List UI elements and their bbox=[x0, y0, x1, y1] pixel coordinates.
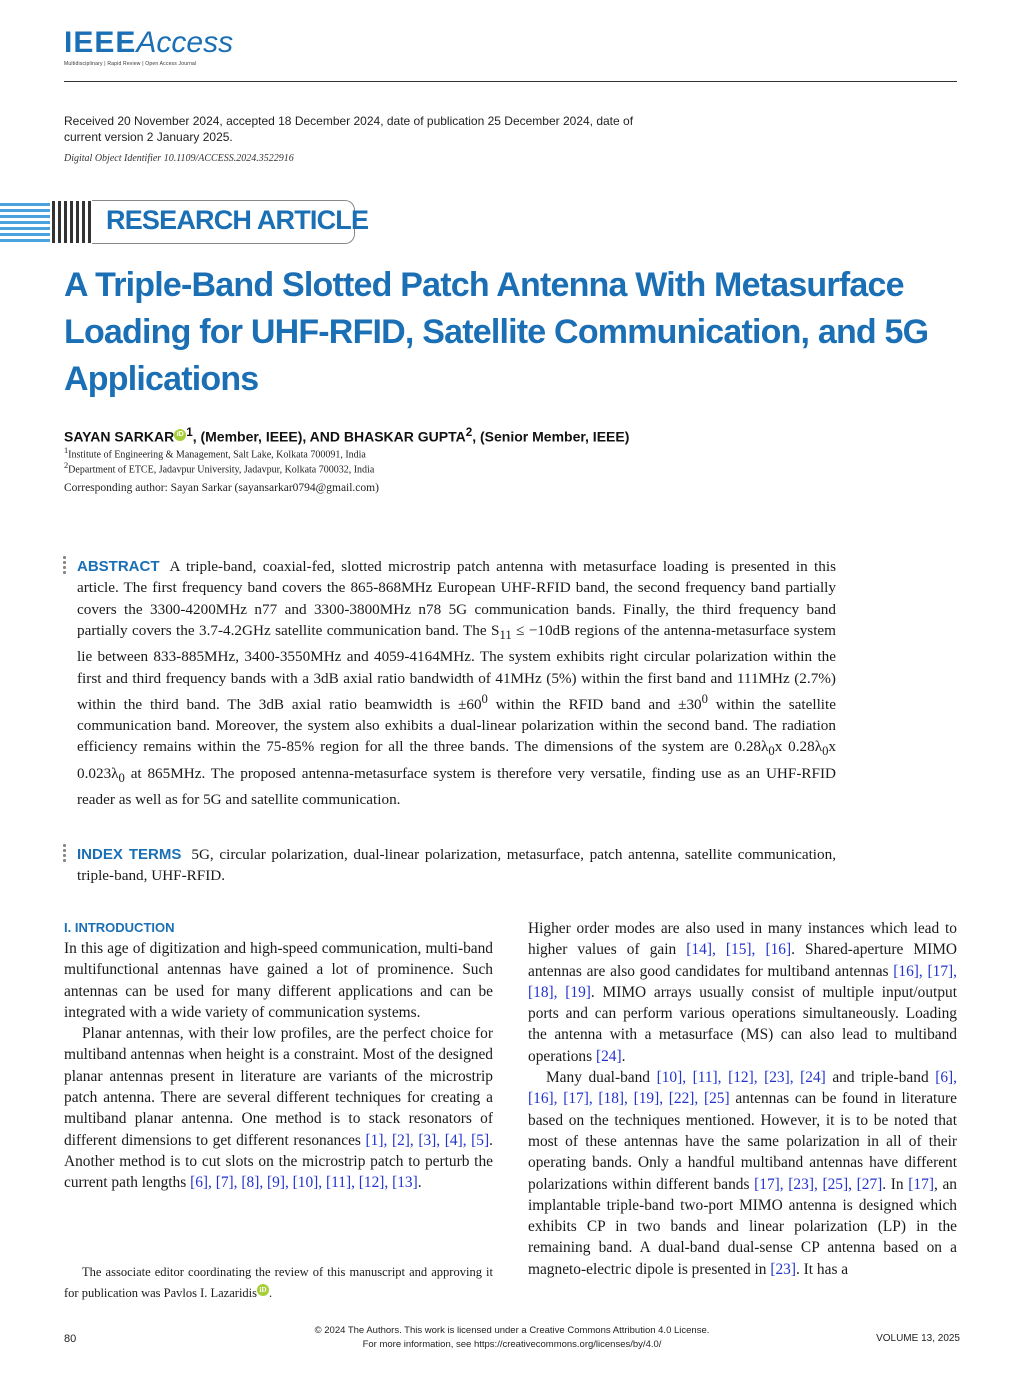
journal-logo bbox=[64, 26, 233, 67]
abstract-text: x 0.28λ bbox=[774, 738, 823, 756]
author-role: , (Member, IEEE), AND BHASKAR GUPTA bbox=[192, 428, 466, 445]
citation-links[interactable]: [14], [15], [16] bbox=[686, 941, 792, 959]
paragraph-text: . bbox=[417, 1174, 422, 1192]
paragraph bbox=[528, 918, 957, 1067]
abstract-text: A triple-band, coaxial-fed, slotted microstrip patch antenna with metasurface loading is presented in this article. The first frequency band covers the 865-868MHz European UHF-RFID band, the second frequency band partially covers the 3300-4200MHz n77 and 3300-3800MHz n78 5G communication bands. Finally, the third frequency band partially covers the 3.7-4.2GHz satellite communication band. The bbox=[77, 558, 836, 639]
abstract-sub: 0 bbox=[768, 744, 775, 759]
index-terms-text: 5G, circular polarization, dual-linear polarization, metasurface, patch antenna, satellite communication, triple-band, UHF-RFID. bbox=[77, 846, 836, 885]
abstract-text: within the satellite communication band. Moreover, the system also exhibits a dual-linear polarization within the second band. The radiation efficiency remains within the 75-85% region for all the three bands. The dimensions of the system are 0.28λ bbox=[77, 695, 836, 756]
author-affiliation-sup: 1 bbox=[186, 426, 193, 439]
abstract-text: within the RFID band and ±30 bbox=[487, 695, 702, 713]
received-dates: Received 20 November 2024, accepted 18 December 2024, date of publication 25 December 2024, date of current version 2 January 2025. bbox=[64, 114, 634, 144]
abstract-text: x 0.023λ bbox=[77, 738, 836, 782]
paragraph bbox=[528, 1067, 957, 1280]
citation-links[interactable]: [17] bbox=[908, 1175, 934, 1193]
abstract-text: S bbox=[491, 621, 500, 639]
index-terms bbox=[77, 844, 836, 887]
paragraph-text: . In bbox=[882, 1175, 909, 1193]
paragraph-text: . bbox=[621, 1047, 626, 1065]
doi: Digital Object Identifier 10.1109/ACCESS.2024.3522916 bbox=[64, 153, 294, 164]
citation-links[interactable]: [6], [16], [17], [18], [19], [22], [25] bbox=[528, 1069, 957, 1108]
section-heading: I. INTRODUCTION bbox=[64, 920, 175, 935]
license-notice bbox=[240, 1324, 784, 1352]
author-affiliation-sup: 2 bbox=[465, 426, 473, 439]
citation-links[interactable]: [6], [7], [8], [9], [10], [11], [12], [13] bbox=[190, 1174, 418, 1192]
article-type: RESEARCH ARTICLE bbox=[106, 205, 369, 235]
paragraph-text: Many dual-band bbox=[546, 1069, 657, 1087]
paragraph-text: . Shared-aperture MIMO antennas are also good candidates for multiband antennas bbox=[528, 941, 957, 980]
paragraph: In this age of digitization and high-speed communication, multi-band multifunctional antennas have gained a lot of prominence. Such antennas can be used for many different applications and can be integrated with a wide variety of communication systems. bbox=[64, 940, 493, 1021]
paragraph-text: . It has a bbox=[795, 1260, 849, 1278]
citation-links[interactable]: [1], [2], [3], [4], [5] bbox=[365, 1131, 490, 1149]
logo-ieee: IEEE bbox=[64, 26, 137, 59]
affiliation-sup: 1 bbox=[64, 446, 69, 455]
abstract-sub: 0 bbox=[118, 770, 125, 785]
paragraph-text: and triple-band bbox=[825, 1069, 936, 1087]
abstract-text: ≤ −10dB regions of the antenna-metasurface system lie between 833-885MHz, 3400-3550MHz and 4059-4164MHz. The system exhibits right circular polarization within the first and third frequency bands with a 3dB axial ratio bandwidth of 41MHz (5%) within the first band and 111MHz (2.7%) within the third band. The 3dB axial ratio beamwidth is ±60 bbox=[77, 621, 836, 713]
affiliation bbox=[64, 446, 366, 460]
index-terms-label: INDEX TERMS bbox=[77, 846, 182, 863]
page-number: 80 bbox=[64, 1333, 77, 1345]
orcid-icon[interactable]: iD bbox=[174, 429, 186, 441]
license-link[interactable]: For more information, see https://creativecommons.org/licenses/by/4.0/ bbox=[362, 1339, 662, 1350]
header-divider bbox=[64, 81, 957, 82]
paragraph-text: antennas can be found in literature based on the techniques mentioned. However, it is to be noted that most of these antennas have the same polarization in all of their operating bands. Only a handful multiband antennas have different polarizations within different bands bbox=[528, 1090, 957, 1193]
citation-links[interactable]: [16], [17], [18], [19] bbox=[528, 962, 957, 1001]
abstract-sup: 0 bbox=[701, 691, 708, 706]
abstract-sub: 11 bbox=[499, 627, 512, 642]
paragraph-text: , an implantable triple-band two-port MIMO antenna is designed which exhibits CP in two bands and linear polarization (LP) in the remaining band. A dual-band dual-sense CP antenna based on a magneto-electric dipole is presented in bbox=[528, 1175, 957, 1278]
abstract-sup: 0 bbox=[481, 691, 488, 706]
license-line: © 2024 The Authors. This work is licensed under a Creative Commons Attribution 4.0 License. bbox=[314, 1325, 710, 1336]
citation-links[interactable]: [23] bbox=[770, 1260, 796, 1278]
left-column bbox=[64, 918, 493, 1194]
paragraph bbox=[64, 1023, 493, 1193]
affiliation-text: Institute of Engineering & Management, Salt Lake, Kolkata 700091, India bbox=[68, 449, 366, 461]
abstract bbox=[77, 556, 836, 810]
abstract-text: at 865MHz. The proposed antenna-metasurface system is therefore very versatile, finding use as an UHF-RFID reader as well as for 5G and satellite communication. bbox=[77, 764, 836, 809]
paragraph-text: . MIMO arrays usually consist of multiple input/output ports and can perform various operations simultaneously. Loading the antenna with a metasurface (MS) can also lead to multiband operations bbox=[528, 983, 957, 1065]
abstract-marker bbox=[63, 556, 67, 576]
author-line bbox=[64, 426, 629, 445]
affiliation-sup: 2 bbox=[64, 461, 69, 470]
abstract-sub: 0 bbox=[822, 744, 829, 759]
orcid-icon[interactable]: iD bbox=[257, 1284, 269, 1296]
paragraph-text: . Another method is to cut slots on the microstrip patch to perturb the current path lengths bbox=[64, 1131, 493, 1192]
corresponding-author: Corresponding author: Sayan Sarkar (sayansarkar0794@gmail.com) bbox=[64, 482, 379, 494]
citation-links[interactable]: [17], [23], [25], [27] bbox=[754, 1175, 883, 1193]
index-terms-marker bbox=[63, 844, 67, 864]
right-column bbox=[528, 918, 957, 1280]
editor-footnote: The associate editor coordinating the review of this manuscript and approving it for publication was Pavlos I. Lazaridis iD . bbox=[64, 1265, 493, 1300]
abstract-label: ABSTRACT bbox=[77, 558, 160, 575]
author-name: SAYAN SARKAR bbox=[64, 428, 175, 445]
author-role: , (Senior Member, IEEE) bbox=[472, 428, 630, 445]
volume-info: VOLUME 13, 2025 bbox=[876, 1333, 960, 1344]
footnote-text: The associate editor coordinating the review of this manuscript and approving it for publication was Pavlos I. Lazaridis bbox=[64, 1265, 493, 1300]
logo-access: Access bbox=[136, 26, 234, 59]
paragraph-text: Higher order modes are also used in many instances which lead to higher values of gain bbox=[528, 920, 957, 959]
citation-links[interactable]: [10], [11], [12], [23], [24] bbox=[656, 1069, 826, 1087]
affiliation-text: Department of ETCE, Jadavpur University, Jadavpur, Kolkata 700032, India bbox=[68, 464, 375, 476]
paper-title: A Triple-Band Slotted Patch Antenna With Metasurface Loading for UHF-RFID, Satellite Communication, and 5G Applications bbox=[64, 266, 929, 398]
logo-tagline: Multidisciplinary | Rapid Review | Open Access Journal bbox=[64, 61, 197, 67]
affiliation bbox=[64, 461, 374, 475]
banner-stripes bbox=[0, 201, 92, 245]
citation-links[interactable]: [24] bbox=[595, 1047, 622, 1065]
paragraph-text: Planar antennas, with their low profiles, are the perfect choice for multiband antennas when height is a constraint. Most of the designed planar antennas present in literature are variants of the microstrip patch antenna. There are several different techniques for creating a multiband planar antenna. One method is to stack resonators of different dimensions to get different resonances bbox=[64, 1025, 493, 1149]
